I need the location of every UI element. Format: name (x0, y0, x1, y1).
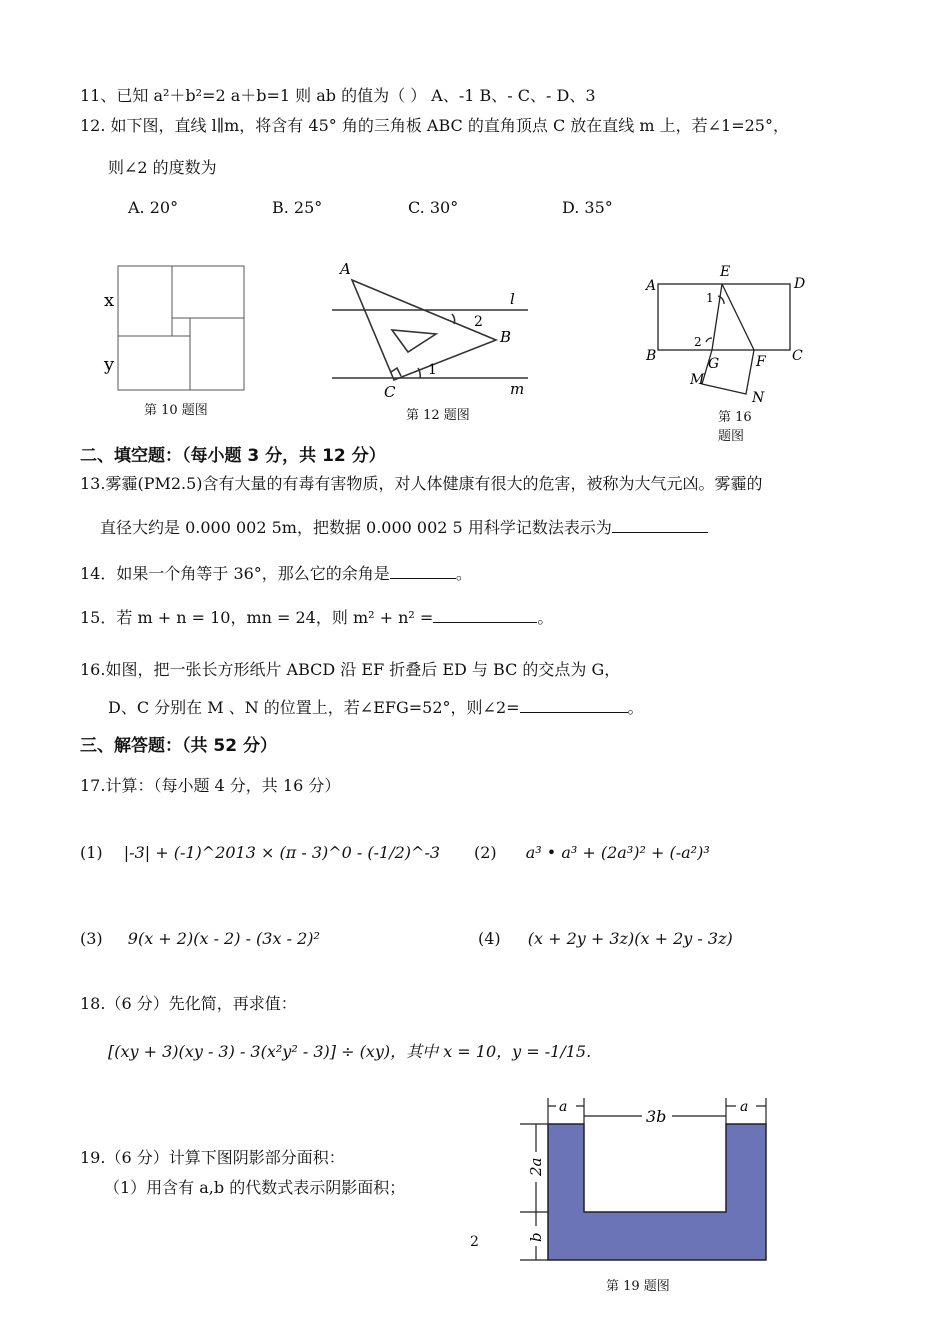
q17-2-label: (2) (474, 843, 497, 862)
question-11: 11、已知 a²＋b²=2 a＋b=1 则 ab 的值为（ ） A、-1 B、- C、- D、3 (80, 86, 596, 105)
fig10-rect-tr (172, 266, 244, 318)
answer-blank-13[interactable] (612, 532, 708, 533)
question-14-text: 14．如果一个角等于 36°，那么它的余角是 (80, 564, 390, 583)
fig19-label-a-right: a (740, 1099, 749, 1115)
fig16-label-b: B (646, 348, 657, 364)
question-16-line1: 16.如图，把一张长方形纸片 ABCD 沿 EF 折叠后 ED 与 BC 的交点为 G， (80, 660, 621, 679)
q17-4-label: (4) (478, 929, 501, 948)
fig19-label-b: b (527, 1232, 545, 1242)
question-14 (80, 564, 472, 583)
fig16-label-c: C (792, 348, 803, 364)
figure-10-caption: 第 10 题图 (144, 403, 208, 418)
question-15-text: 15．若 m + n = 10，mn = 24，则 m² + n² = (80, 608, 434, 627)
fig16-label-a: A (646, 278, 657, 294)
fig12-label-a: A (340, 260, 351, 278)
figure-12-caption: 第 12 题图 (406, 408, 470, 423)
question-16-text: D、C 分别在 M 、N 的位置上，若∠EFG=52°，则∠2= (108, 698, 520, 717)
question-13-line2 (100, 518, 708, 537)
fig12-label-m: m (510, 380, 525, 398)
option-b: B. 25° (272, 198, 323, 217)
fig10-rect-br (190, 318, 244, 390)
fig12-angle-2: 2 (474, 314, 483, 330)
q17-3-label: (3) (80, 929, 103, 948)
question-17-4 (478, 929, 733, 948)
fig16-label-n: N (752, 390, 765, 406)
question-18-title: 18.（6 分）先化简，再求值： (80, 994, 297, 1013)
section-3-heading: 三、解答题：（共 52 分） (80, 736, 277, 756)
q17-1-label: (1) (80, 843, 103, 862)
fig19-label-3b: 3b (646, 1107, 667, 1126)
q17-2-expr: a³ • a³ + (2a³)² + (-a²)³ (525, 843, 710, 862)
fig16-angle-2: 2 (694, 335, 702, 349)
fig12-label-c: C (384, 383, 396, 401)
figure-16-caption-2: 题图 (718, 429, 745, 444)
question-14-end: 。 (455, 564, 472, 583)
question-19-title: 19.（6 分）计算下图阴影部分面积： (80, 1148, 345, 1167)
answer-blank-16[interactable] (520, 712, 628, 713)
fig16-label-g: G (708, 356, 720, 372)
fig19-label-2a: 2a (527, 1157, 545, 1176)
answer-blank-15[interactable] (433, 622, 537, 623)
figure-16-caption-1: 第 16 (718, 410, 752, 425)
question-12-line1: 12. 如下图，直线 l∥m，将含有 45° 角的三角板 ABC 的直角顶点 C 放在直线 m 上，若∠1=25°， (80, 116, 789, 135)
figure-19-caption: 第 19 题图 (606, 1279, 670, 1294)
fig10-rect-tl (118, 266, 172, 336)
question-15 (80, 608, 553, 627)
fig16-label-f: F (756, 354, 766, 370)
fig10-label-y: y (104, 354, 115, 375)
question-16-line2 (108, 698, 644, 717)
question-17-title: 17.计算：（每小题 4 分，共 16 分） (80, 776, 341, 795)
triangle-abc (352, 280, 496, 380)
answer-blank-14[interactable] (390, 578, 456, 579)
fig12-label-b: B (500, 328, 512, 346)
question-12-line2: 则∠2 的度数为 (108, 158, 217, 177)
fig16-label-d: D (794, 276, 806, 292)
angle-2-arc (706, 338, 712, 342)
fig12-label-l: l (510, 290, 515, 308)
fig10-outer-square (118, 266, 244, 390)
figure-12 (328, 256, 538, 404)
q17-4-expr: (x + 2y + 3z)(x + 2y - 3z) (527, 929, 733, 948)
triangle-inner (392, 330, 436, 352)
question-17-2 (474, 843, 710, 862)
question-17-3 (80, 929, 320, 948)
fig16-angle-1: 1 (706, 291, 714, 305)
question-15-end: 。 (537, 608, 554, 627)
question-18-expression: [(xy + 3)(xy - 3) - 3(x²y² - 3)] ÷ (xy)，其中 x = 10，y = -1/15. (108, 1042, 592, 1061)
fig16-label-m: M (690, 372, 705, 388)
page-number: 2 (470, 1234, 479, 1250)
option-c: C. 30° (408, 198, 459, 217)
figure-10 (98, 258, 258, 398)
rectangle-abcd (658, 284, 790, 350)
q17-3-expr: 9(x + 2)(x - 2) - (3x - 2)² (127, 929, 320, 948)
fig10-rect-bl (118, 336, 190, 390)
question-17-1 (80, 843, 440, 862)
question-13-line1: 13.雾霾(PM2.5)含有大量的有毒有害物质，对人体健康有很大的危害，被称为大气元凶。雾霾的 (80, 474, 763, 493)
question-16-end: 。 (627, 698, 644, 717)
fig19-label-a-left: a (559, 1099, 568, 1115)
question-13-text: 直径大约是 0.000 002 5m，把数据 0.000 002 5 用科学记数法表示为 (100, 518, 612, 537)
fig10-label-x: x (104, 290, 115, 311)
question-19-sub1: （1）用含有 a,b 的代数式表示阴影面积； (104, 1178, 406, 1197)
option-d: D. 35° (562, 198, 613, 217)
fig16-label-e: E (720, 264, 731, 280)
shaded-u-shape (548, 1124, 766, 1260)
q17-1-expr: |-3| + (-1)^2013 × (π - 3)^0 - (-1/2)^-3 (123, 843, 441, 862)
figure-16 (640, 260, 815, 408)
section-2-heading: 二、填空题：（每小题 3 分，共 12 分） (80, 446, 386, 466)
fig12-angle-1: 1 (428, 362, 437, 378)
option-a: A. 20° (128, 198, 179, 217)
figure-19 (506, 1094, 776, 1266)
